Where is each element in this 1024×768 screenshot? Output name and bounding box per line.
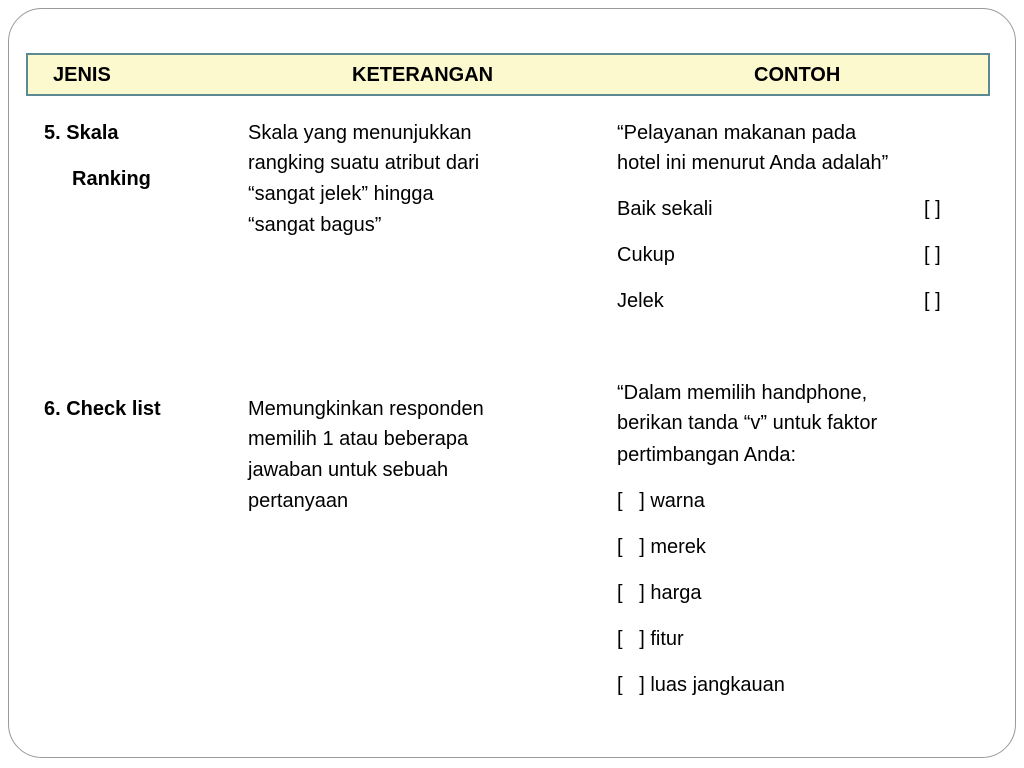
row1-option-checkbox: [ ] xyxy=(924,198,941,220)
row2-keterangan-line: memilih 1 atau beberapa xyxy=(248,428,469,450)
row2-option: [ ] harga xyxy=(617,582,702,604)
row2-option: [ ] merek xyxy=(617,536,706,558)
row2-keterangan-line: Memungkinkan responden xyxy=(248,398,484,420)
row1-keterangan-line: rangking suatu atribut dari xyxy=(248,152,480,174)
table-header xyxy=(26,53,990,96)
header-keterangan: KETERANGAN xyxy=(352,64,494,86)
header-contoh: CONTOH xyxy=(754,64,841,86)
row1-contoh-question-line: hotel ini menurut Anda adalah” xyxy=(617,152,889,174)
row2-contoh-question-line: pertimbangan Anda: xyxy=(617,444,797,466)
row1-option-checkbox: [ ] xyxy=(924,290,941,312)
row2-option: [ ] warna xyxy=(617,490,705,512)
row1-keterangan-line: “sangat bagus” xyxy=(248,214,382,236)
row1-option-label: Cukup xyxy=(617,244,675,266)
row1-option-label: Jelek xyxy=(617,290,664,312)
row2-contoh-question-line: “Dalam memilih handphone, xyxy=(617,382,868,404)
row2-option: [ ] luas jangkauan xyxy=(617,674,785,696)
row1-option-label: Baik sekali xyxy=(617,198,713,220)
row1-jenis-line1: 5. Skala xyxy=(44,122,119,144)
row1-keterangan-line: “sangat jelek” hingga xyxy=(248,183,434,205)
row1-option-checkbox: [ ] xyxy=(924,244,941,266)
row2-contoh-question-line: berikan tanda “v” untuk faktor xyxy=(617,412,878,434)
row1-contoh-question-line: “Pelayanan makanan pada xyxy=(617,122,857,144)
row2-jenis-line1: 6. Check list xyxy=(44,398,161,420)
row1-keterangan-line: Skala yang menunjukkan xyxy=(248,122,472,144)
row1-jenis-line2: Ranking xyxy=(72,168,151,190)
header-jenis: JENIS xyxy=(53,64,111,86)
row2-keterangan-line: jawaban untuk sebuah xyxy=(248,459,449,481)
row2-keterangan-line: pertanyaan xyxy=(248,490,349,512)
row2-option: [ ] fitur xyxy=(617,628,684,650)
